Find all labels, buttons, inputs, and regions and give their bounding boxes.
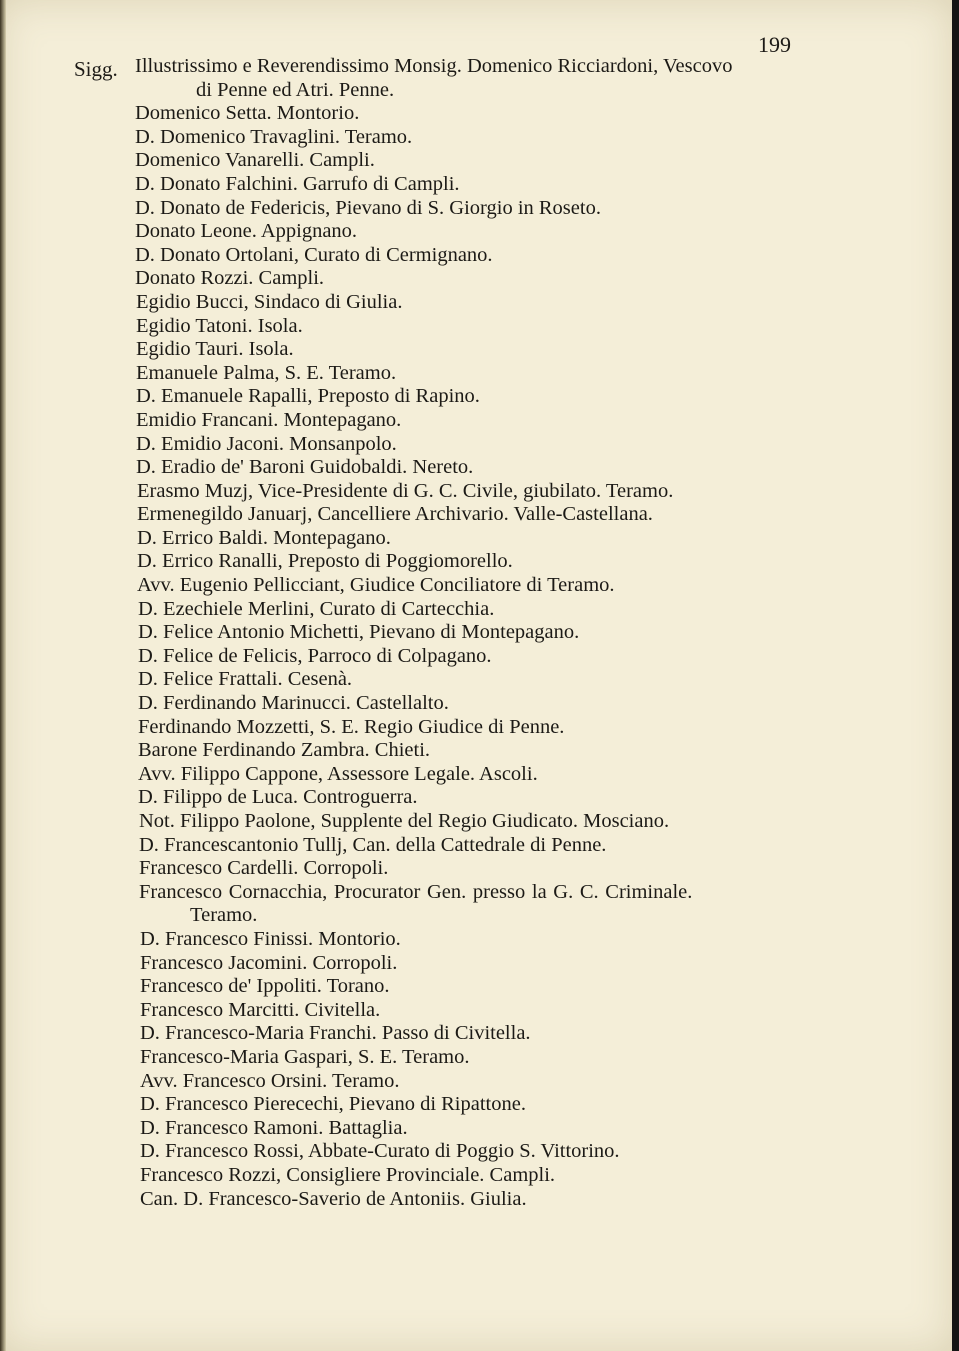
list-entry: D. Filippo de Luca. Controguerra. [138, 786, 418, 809]
list-entry: Emanuele Palma, S. E. Teramo. [136, 361, 397, 384]
list-entry: D. Felice de Felicis, Parroco di Colpagano. [138, 644, 492, 667]
list-entry: Avv. Francesco Orsini. Teramo. [140, 1069, 400, 1092]
list-entry: D. Ezechiele Merlini, Curato di Cartecchia. [138, 597, 495, 620]
list-entry: D. Francesco Pierecechi, Pievano di Ripattone. [140, 1093, 526, 1116]
subscriber-list [0, 55, 952, 1211]
list-entry: Egidio Tatoni. Isola. [136, 314, 303, 337]
list-entry: Ferdinando Mozzetti, S. E. Regio Giudice di Penne. [138, 715, 565, 738]
list-entry: Francesco Rozzi, Consigliere Provinciale. Campli. [140, 1163, 556, 1186]
list-entry: Avv. Filippo Cappone, Assessore Legale. Ascoli. [138, 762, 538, 785]
list-entry: Donato Rozzi. Campli. [135, 267, 325, 290]
list-entry: D. Felice Antonio Michetti, Pievano di Montepagano. [138, 621, 580, 644]
list-entry: Donato Leone. Appignano. [135, 220, 358, 243]
list-entry: D. Emanuele Rapalli, Preposto di Rapino. [136, 385, 480, 408]
list-entry: Egidio Bucci, Sindaco di Giulia. [136, 290, 403, 313]
list-entry: Domenico Vanarelli. Campli. [135, 149, 375, 172]
list-entry: Francesco Cardelli. Corropoli. [139, 857, 389, 880]
list-entry: Illustrissimo e Reverendissimo Monsig. Domenico Ricciardoni, Vescovo [135, 55, 733, 77]
list-entry: D. Donato de Federicis, Pievano di S. Giorgio in Roseto. [135, 196, 601, 219]
list-entry: D. Ferdinando Marinucci. Castellalto. [138, 692, 449, 715]
list-entry: Barone Ferdinando Zambra. Chieti. [138, 739, 431, 762]
list-entry: Ermenegildo Januarj, Cancelliere Archivario. Valle-Castellana. [137, 503, 653, 526]
list-entry: D. Francescantonio Tullj, Can. della Cattedrale di Penne. [139, 833, 607, 856]
list-entry: Domenico Setta. Montorio. [135, 102, 360, 125]
list-entry: Francesco de' Ippoliti. Torano. [140, 975, 390, 998]
list-entry: Teramo. [190, 904, 258, 927]
list-entry: Avv. Eugenio Pellicciant, Giudice Conciliatore di Teramo. [137, 574, 615, 597]
list-entry: D. Francesco-Maria Franchi. Passo di Civitella. [140, 1022, 531, 1045]
list-entry: D. Donato Ortolani, Curato di Cermignano. [135, 243, 493, 266]
list-entry: D. Errico Ranalli, Preposto di Poggiomorello. [137, 550, 513, 573]
list-entry: di Penne ed Atri. Penne. [196, 78, 395, 101]
list-entry: D. Eradio de' Baroni Guidobaldi. Nereto. [136, 456, 474, 479]
list-entry: Emidio Francani. Montepagano. [136, 408, 402, 431]
list-entry: D. Domenico Travaglini. Teramo. [135, 125, 413, 148]
list-entry: D. Felice Frattali. Cesenà. [138, 668, 353, 691]
sigg-label: Sigg. [74, 57, 118, 81]
list-entry: Francesco Cornacchia, Procurator Gen. presso la G. C. Criminale. [139, 880, 693, 903]
list-entry: D. Francesco Ramoni. Battaglia. [140, 1116, 408, 1139]
list-entry: D. Donato Falchini. Garrufo di Campli. [135, 172, 460, 195]
list-entry: Francesco Jacomini. Corropoli. [140, 951, 398, 974]
list-entry: Francesco-Maria Gaspari, S. E. Teramo. [140, 1045, 470, 1068]
list-entry: Erasmo Muzj, Vice-Presidente di G. C. Civile, giubilato. Teramo. [137, 479, 674, 502]
list-entry: Egidio Tauri. Isola. [136, 338, 294, 361]
list-entry: Francesco Marcitti. Civitella. [140, 998, 381, 1021]
list-entry: Not. Filippo Paolone, Supplente del Regio Giudicato. Mosciano. [139, 810, 670, 832]
list-entry: D. Francesco Finissi. Montorio. [140, 927, 401, 950]
list-entry: Can. D. Francesco-Saverio de Antoniis. Giulia. [140, 1187, 527, 1210]
list-entry: D. Emidio Jaconi. Monsanpolo. [136, 432, 397, 455]
page-number: 199 [758, 32, 791, 57]
list-entry: D. Francesco Rossi, Abbate-Curato di Poggio S. Vittorino. [140, 1140, 620, 1163]
list-entry: D. Errico Baldi. Montepagano. [137, 526, 391, 549]
